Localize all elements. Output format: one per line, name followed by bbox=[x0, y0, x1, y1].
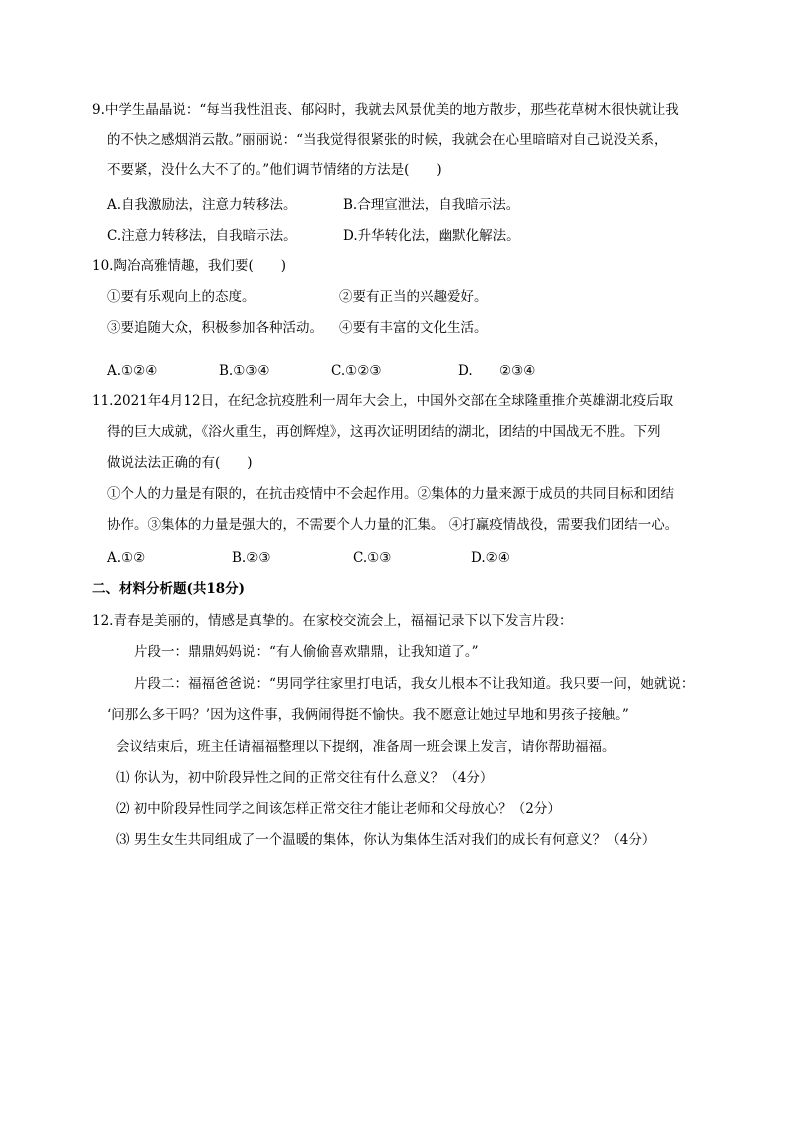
q12-fragment-1: 片段一：鼎鼎妈妈说：“有人偷偷喜欢鼎鼎，让我知道了。” bbox=[134, 644, 479, 660]
q10-item-2: ②要有正当的兴趣爱好。 bbox=[339, 289, 488, 305]
q11-statements-line-1: ①个人的力量是有限的，在抗击疫情中不会起作用。②集体的力量来源于成员的共同目标和团结 bbox=[107, 486, 674, 502]
q11-stem-line-2: 得的巨大成就，《浴火重生，再创辉煌》，这再次证明团结的湖北，团结的中国战无不胜。下列 bbox=[107, 424, 661, 440]
q9-option-d: D.升华转化法，幽默化解法。 bbox=[343, 228, 520, 244]
q10-option-d-value: ②③④ bbox=[499, 363, 536, 379]
section-heading: 二、材料分析题(共18分) bbox=[92, 581, 246, 597]
q10-item-4: ④要有丰富的文化生活。 bbox=[339, 320, 488, 336]
q9-stem-line-3: 不要紧，没什么大不了的。”他们调节情绪的方法是( ) bbox=[107, 162, 442, 178]
q11-option-d: D.②④ bbox=[471, 550, 510, 566]
q11-option-b: B.②③ bbox=[232, 550, 271, 566]
q11-stem-line-3: 做说法法正确的有( ) bbox=[107, 455, 253, 471]
q12-fragment-2-line-1: 片段二：福福爸爸说：“男同学往家里打电话，我女儿根本不让我知道。我只要一问，她就说： bbox=[134, 676, 695, 692]
q10-option-a: A.①②④ bbox=[107, 363, 158, 379]
q10-item-1: ①要有乐观向上的态度。 bbox=[107, 289, 256, 305]
q9-stem-line-1: 9.中学生晶晶说：“每当我性沮丧、郁闷时，我就去风景优美的地方散步，那些花草树木很快就让我 bbox=[92, 102, 679, 118]
q10-item-3: ③要追随大众，积极参加各种活动。 bbox=[107, 320, 323, 336]
q11-statements-line-2: 协作。③集体的力量是强大的，不需要个人力量的汇集。 ④打赢疫情战役，需要我们团结一心。 bbox=[107, 517, 679, 533]
q11-option-c: C.①③ bbox=[353, 550, 392, 566]
q12-subquestion-2: ⑵ 初中阶段异性同学之间该怎样正常交往才能让老师和父母放心？（2分） bbox=[116, 801, 561, 817]
q9-option-a: A.自我激励法，注意力转移法。 bbox=[107, 197, 297, 213]
q12-subquestion-3: ⑶ 男生女生共同组成了一个温暖的集体，你认为集体生活对我们的成长有何意义？（4分） bbox=[116, 832, 656, 848]
q11-option-a: A.①② bbox=[107, 550, 146, 566]
q9-option-c: C.注意力转移法，自我暗示法。 bbox=[107, 228, 297, 244]
q10-option-d-label: D. bbox=[458, 363, 473, 379]
q10-option-c: C.①②③ bbox=[331, 363, 382, 379]
q12-fragment-2-line-2: ‘问那么多干吗？’因为这件事，我俩闹得挺不愉快。我不愿意让她过早地和男孩子接触。” bbox=[107, 707, 629, 723]
q11-stem-line-1: 11.2021年4月12日，在纪念抗疫胜利一周年大会上，中国外交部在全球隆重推介英雄湖北疫后取 bbox=[92, 393, 674, 409]
q10-stem: 10.陶冶高雅情趣，我们要( ) bbox=[92, 258, 287, 274]
q12-subquestion-1: ⑴ 你认为，初中阶段异性之间的正常交往有什么意义？（4分） bbox=[116, 770, 494, 786]
q10-option-b: B.①③④ bbox=[219, 363, 270, 379]
q12-intro: 12.青春是美丽的，情感是真挚的。在家校交流会上，福福记录下以下发言片段： bbox=[92, 613, 573, 629]
q12-after-text: 会议结束后，班主任请福福整理以下提纲，准备周一班会课上发言，请你帮助福福。 bbox=[116, 739, 616, 755]
q9-stem-line-2: 的不快之感烟消云散。”丽丽说：“当我觉得很紧张的时候，我就会在心里暗暗对自己说没关系， bbox=[107, 132, 668, 148]
q9-option-b: B.合理宣泄法，自我暗示法。 bbox=[343, 197, 520, 213]
